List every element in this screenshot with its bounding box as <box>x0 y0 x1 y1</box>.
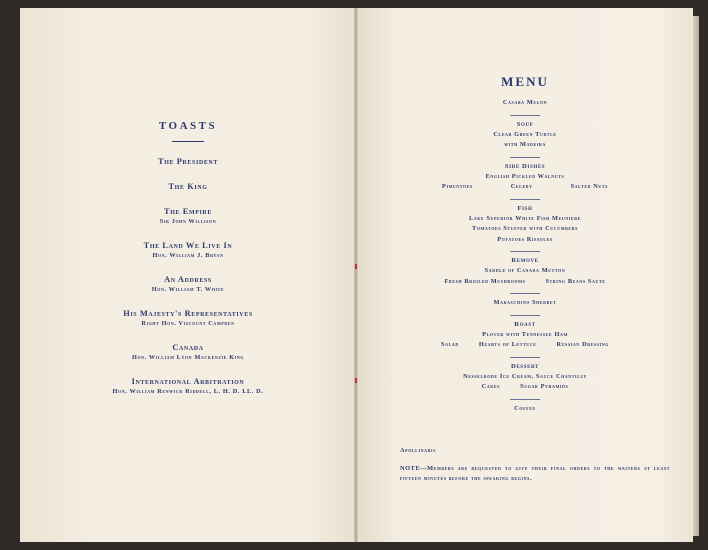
remove-row <box>357 277 693 288</box>
remove-item: String Beans Saute <box>545 277 606 285</box>
side-dish-row <box>357 182 693 193</box>
dessert-item: Cakes <box>481 383 501 390</box>
toast-speaker: Sir John Willison <box>159 218 217 225</box>
toast-list <box>20 156 356 396</box>
booklet-spread <box>20 8 692 544</box>
page-edge <box>693 16 699 536</box>
coffee-item: Coffee <box>514 404 536 412</box>
toasts-rule <box>172 141 204 142</box>
dessert-item: Nesselrode Ice Cream, Sauce Chantilly <box>463 372 587 380</box>
toast-item <box>20 342 356 362</box>
fish-item: Potatoes Rissoles <box>497 235 553 243</box>
dessert-row <box>357 382 693 393</box>
roast-item: Russian Dressing <box>556 341 609 348</box>
side-dish-item: Salted Nuts <box>570 183 608 190</box>
side-dish-item: English Pickled Walnuts <box>485 172 565 180</box>
remove-item: Saddle of Canada Mutton <box>484 267 566 274</box>
toasts-heading: TOASTS <box>158 120 218 132</box>
soup-heading: Soup <box>516 120 534 128</box>
menu-section <box>357 74 693 414</box>
service-note: NOTE—Members are requested to give their final orders to the waiters at least fifteen minutes before the speaking begins. <box>400 465 670 482</box>
roast-item: Plover with Tennessee Ham <box>482 330 568 338</box>
toast-item <box>20 274 356 294</box>
toast-title: The King <box>168 182 208 191</box>
toast-item <box>20 181 356 192</box>
side-dish-item: Celery <box>510 183 533 190</box>
roast-heading: Roast <box>514 320 536 328</box>
toast-speaker: Hon. William Renwick Riddell, L. H. D. LL. D. <box>112 388 264 395</box>
menu-rule <box>510 199 540 200</box>
toast-speaker: Hon. William J. Bryan <box>152 252 224 259</box>
soup-item: with Madeira <box>504 141 546 148</box>
fish-heading: Fish <box>517 204 533 212</box>
toast-item <box>20 206 356 226</box>
toast-title: The Land We Live In <box>143 241 233 250</box>
toast-title: The President <box>158 157 218 166</box>
toast-item <box>20 376 356 396</box>
menu-rule <box>510 157 540 158</box>
sherbet-item: Maraschino Sherbet <box>493 299 557 306</box>
roast-item: Salad <box>440 341 459 348</box>
menu-rule <box>510 251 540 252</box>
toast-speaker: Right Hon. Viscount Campden <box>141 320 235 327</box>
soup-item: Clear Green Turtle <box>493 130 557 138</box>
menu-rule <box>510 357 540 358</box>
toast-item <box>20 156 356 167</box>
dessert-item: Sugar Pyramids <box>520 383 569 390</box>
toast-title: An Address <box>164 275 212 284</box>
menu-notes <box>400 446 670 484</box>
toasts-section <box>20 120 356 396</box>
roast-item: Hearts of Lettuce <box>478 341 537 348</box>
fish-item: Tomatoes Stuffed with Cucumbers <box>472 225 578 232</box>
toast-item <box>20 240 356 260</box>
remove-item: Fresh Broiled Mushrooms <box>444 277 526 285</box>
toast-speaker: Hon. William Lyon Mackenzie King <box>131 354 245 361</box>
remove-heading: Remove <box>511 257 539 264</box>
toast-title: His Majesty's Representatives <box>123 309 253 318</box>
menu-rule <box>510 315 540 316</box>
toast-title: International Arbitration <box>131 377 245 386</box>
side-dishes-heading: Side Dishes <box>504 162 546 170</box>
menu-heading: MENU <box>501 74 549 89</box>
toast-speaker: Hon. William T. White <box>151 286 225 293</box>
fish-item: Lake Superior White Fish Meuniere <box>468 214 581 222</box>
side-dish-item: Pimentoes <box>442 183 473 190</box>
toast-title: Canada <box>172 343 204 352</box>
apollinaris-item: Apollinaris <box>400 447 437 454</box>
roast-row <box>357 340 693 351</box>
menu-rule <box>510 293 540 294</box>
menu-rule <box>510 115 540 116</box>
menu-casaba: Casaba Melon <box>502 99 548 106</box>
toast-title: The Empire <box>164 207 212 216</box>
dessert-heading: Dessert <box>511 362 539 370</box>
toast-item <box>20 308 356 328</box>
menu-rule <box>510 399 540 400</box>
